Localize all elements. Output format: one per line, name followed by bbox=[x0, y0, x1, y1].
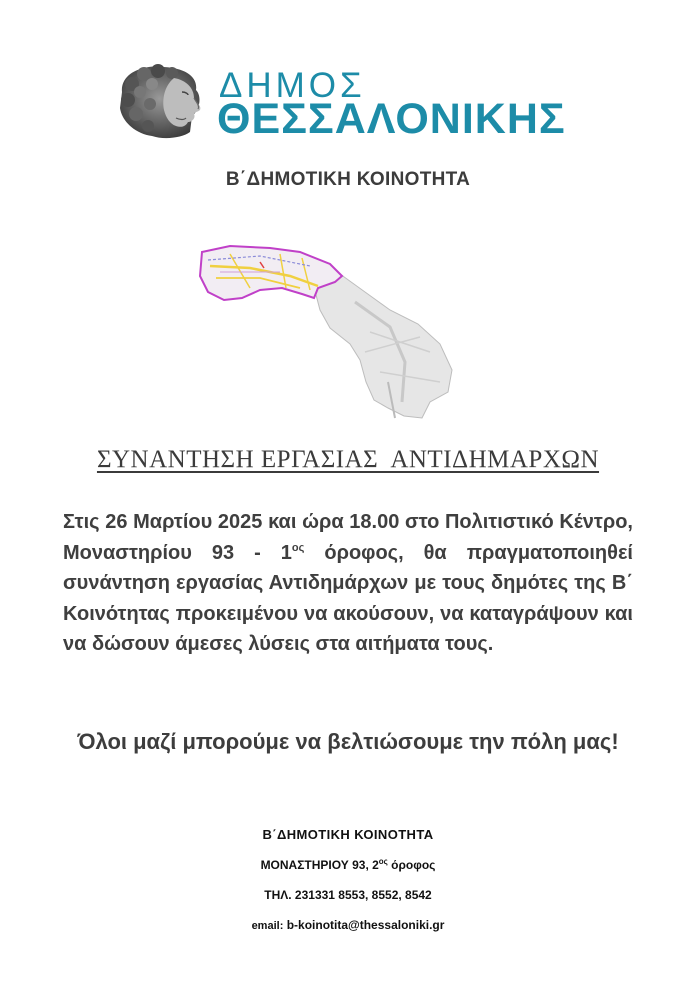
announcement-superscript: ος bbox=[291, 541, 305, 554]
municipality-logo bbox=[112, 62, 592, 150]
district-map-icon bbox=[190, 232, 490, 422]
footer-address-superscript: ος bbox=[378, 857, 388, 866]
footer-email bbox=[0, 918, 696, 932]
announcement-text-part1: Στις 26 Μαρτίου 2025 και ώρα 18.00 στο Πολιτιστικό Κέντρο, Μοναστηρίου 93 - 1 bbox=[63, 511, 633, 564]
footer-address-part2: όροφος bbox=[387, 858, 436, 872]
meeting-title: ΣΥΝΑΝΤΗΣΗ ΕΡΓΑΣΙΑΣ ΑΝΤΙΔΗΜΑΡΧΩΝ bbox=[96, 446, 600, 473]
footer-address-part1: ΜΟΝΑΣΤΗΡΙΟΥ 93, 2 bbox=[260, 858, 379, 872]
alexander-head-icon bbox=[112, 62, 212, 142]
slogan: Όλοι μαζί μπορούμε να βελτιώσουμε την πόλη μας! bbox=[77, 729, 619, 754]
footer-phone: ΤΗΛ. 231331 8553, 8552, 8542 bbox=[264, 888, 432, 902]
announcement-paragraph bbox=[63, 507, 633, 660]
logo-text-thessalonikis: ΘΕΣΣΑΛΟΝΙΚΗΣ bbox=[217, 95, 566, 143]
logo-text-dimos: ΔΗΜΟΣ bbox=[219, 66, 366, 105]
footer-community-title: Β΄ΔΗΜΟΤΙΚΗ ΚΟΙΝΟΤΗΤΑ bbox=[262, 827, 434, 842]
footer-email-label: email: bbox=[251, 920, 284, 932]
announcement-text-part2: όροφος, θα πραγματοποιηθεί συνάντηση εργασίας Αντιδημάρχων με τους δημότες της Β΄ Κοινότητας προκειμένου να ακούσουν, να καταγράψουν και να δώσουν άμεσες λύσεις στα αιτήματα τους. bbox=[63, 541, 633, 655]
community-heading: Β΄ΔΗΜΟΤΙΚΗ ΚΟΙΝΟΤΗΤΑ bbox=[225, 169, 471, 190]
footer-email-address: b-koinotita@thessaloniki.gr bbox=[283, 918, 445, 932]
footer-address bbox=[0, 858, 696, 872]
